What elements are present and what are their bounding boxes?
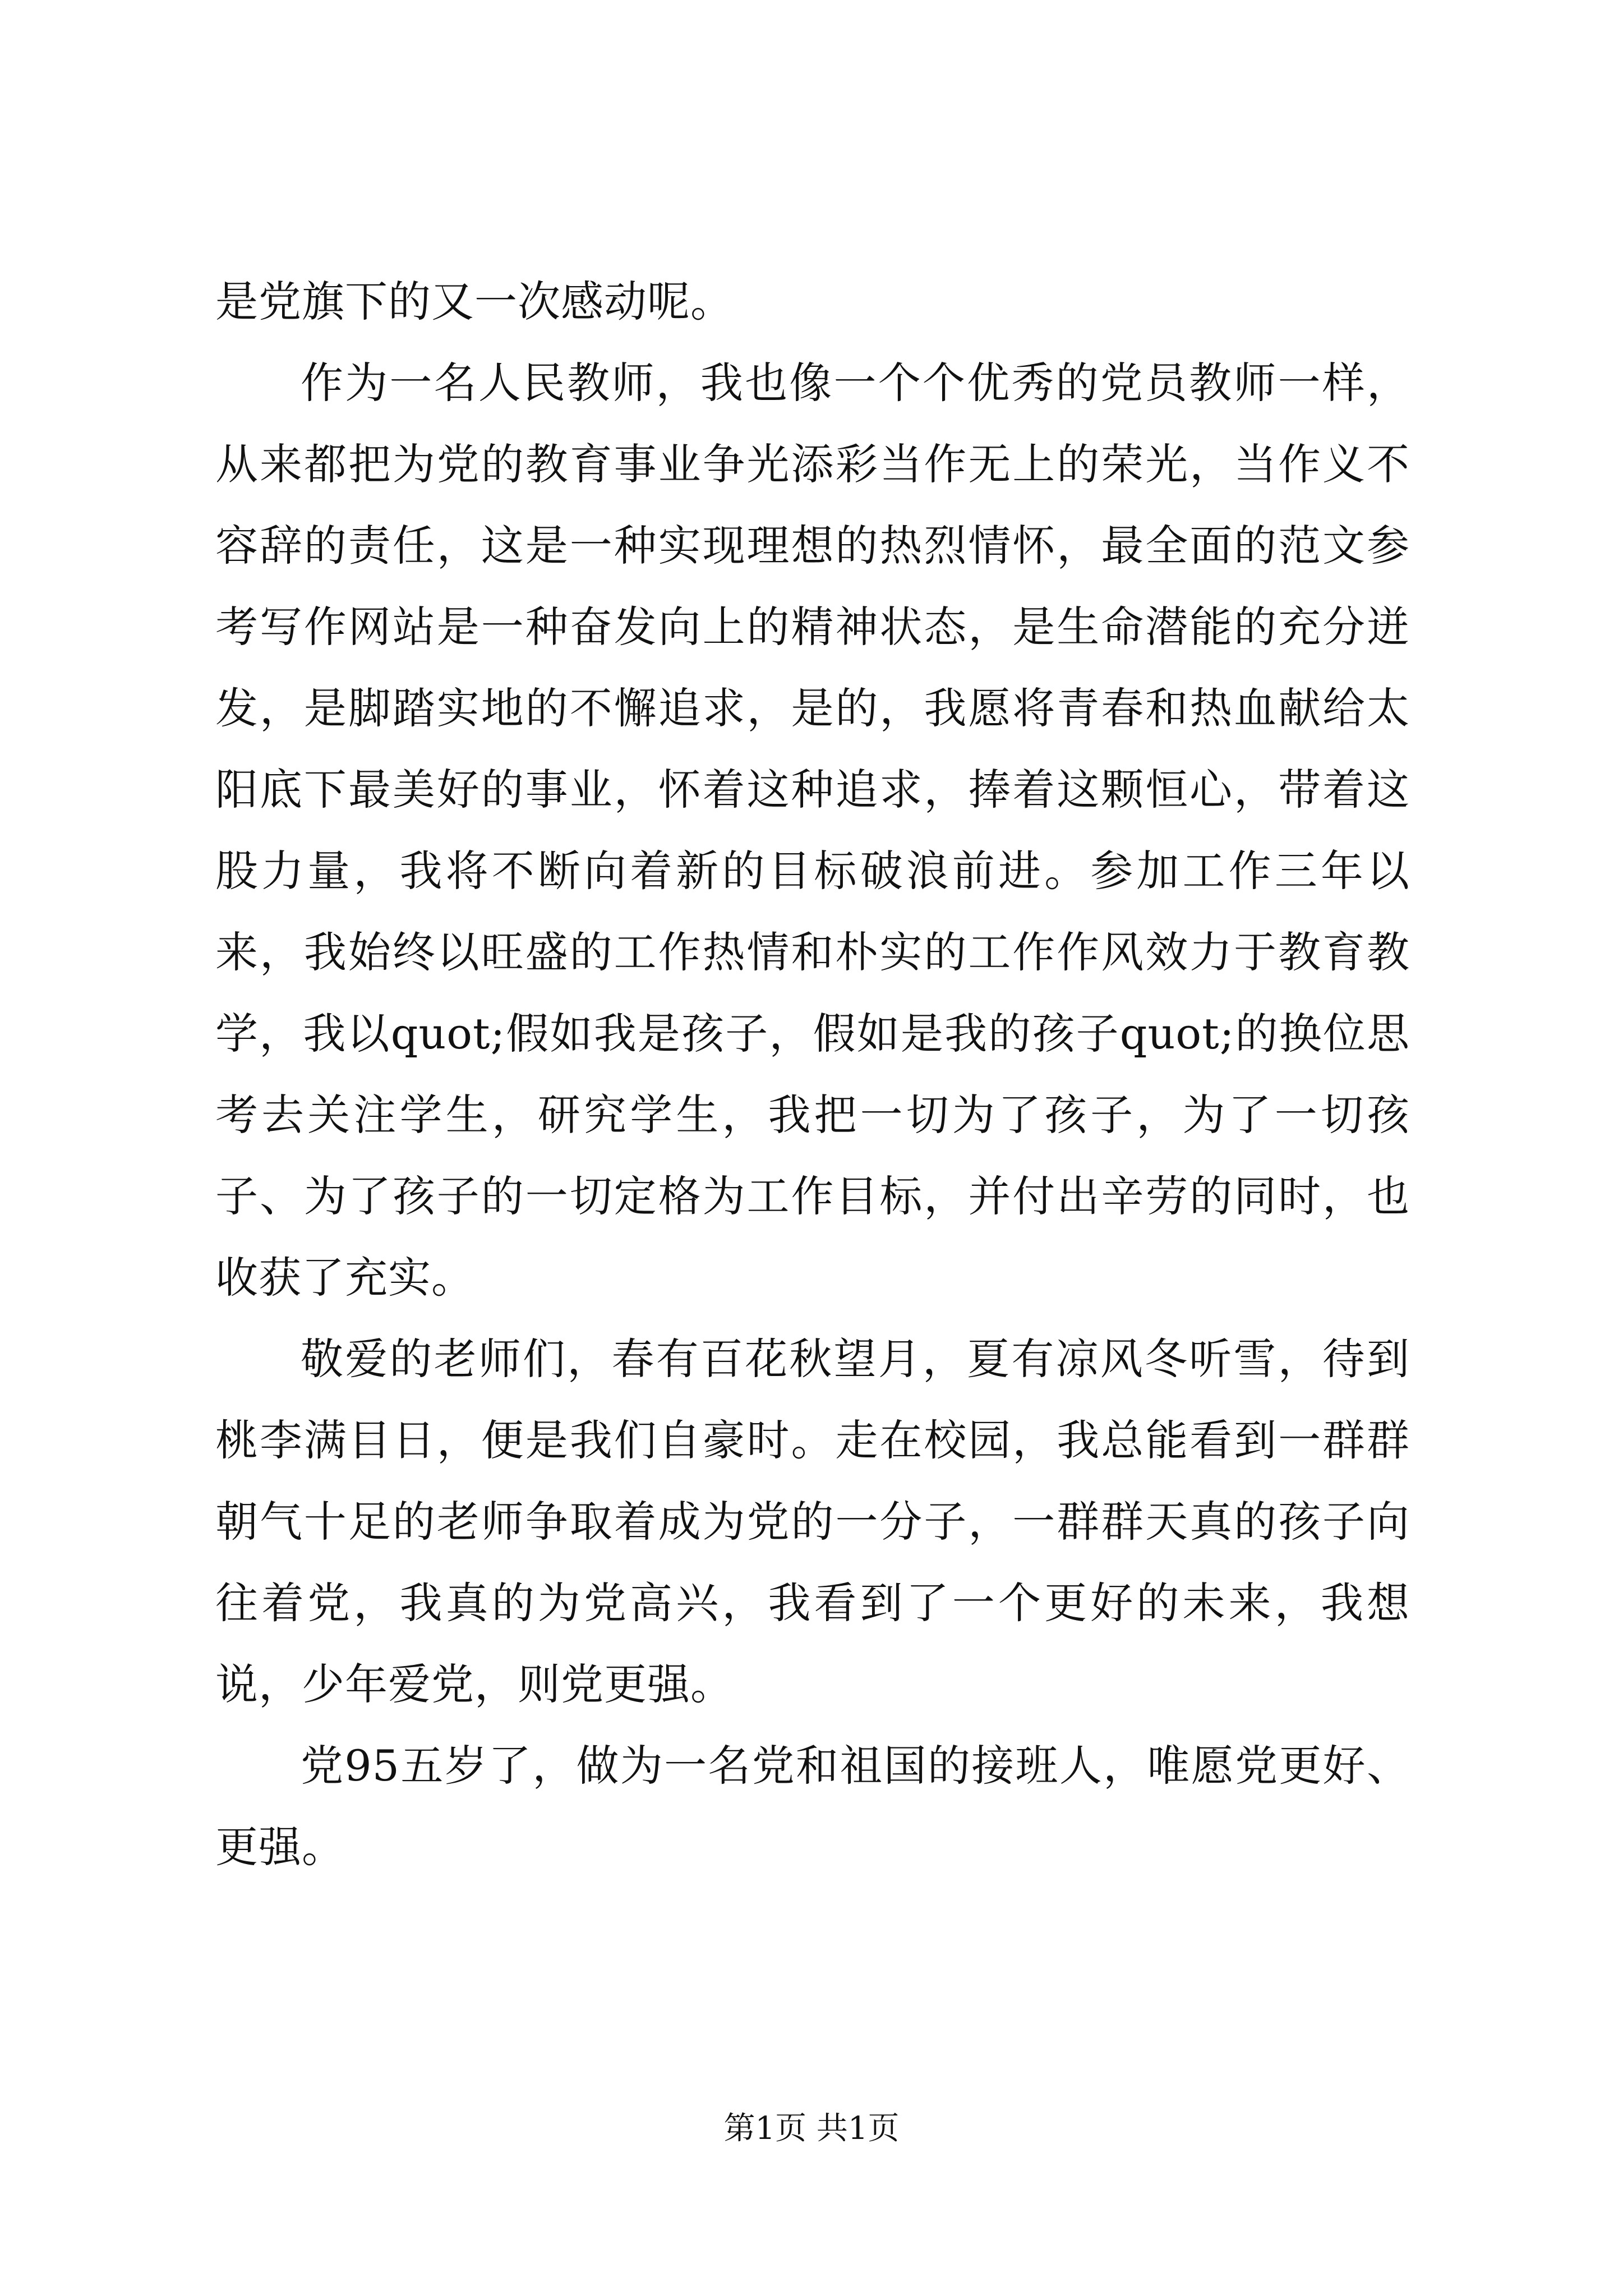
paragraph-dear-teachers: 敬爱的老师们，春有百花秋望月，夏有凉风冬听雪，待到桃李满目日，便是我们自豪时。走在校园，我总能看到一群群朝气十足的老师争取着成为党的一分子，一群群天真的孩子向往着党，我真的为党高兴，我看到了一个更好的未来，我想说，少年爱党，则党更强。 — [215, 1334, 1410, 1709]
paragraph-party-95: 党95五岁了，做为一名党和祖国的接班人，唯愿党更好、更强。 — [215, 1741, 1410, 1872]
document-body — [215, 261, 1410, 1888]
page-footer: 第1页 共1页 — [723, 2110, 900, 2147]
paragraph-teacher-duty: 作为一名人民教师，我也像一个个优秀的党员教师一样，从来都把为党的教育事业争光添彩当作无上的荣光，当作义不容辞的责任，这是一种实现理想的热烈情怀，最全面的范文参考写作网站是一种奋发向上的精神状态，是生命潜能的充分迸发，是脚踏实地的不懈追求，是的，我愿将青春和热血献给太阳底下最美好的事业，怀着这种追求，捧着这颗恒心，带着这股力量，我将不断向着新的目标破浪前进。参加工作三年以来，我始终以旺盛的工作热情和朴实的工作作风效力于教育教学，我以quot;假如我是孩子，假如是我的孩子quot;的换位思考去关注学生，研究学生，我把一切为了孩子，为了一切孩子、为了孩子的一切定格为工作目标，并付出辛劳的同时，也收获了充实。 — [215, 358, 1410, 1303]
paragraph-continuation: 是党旗下的又一次感动呢。 — [215, 277, 734, 326]
